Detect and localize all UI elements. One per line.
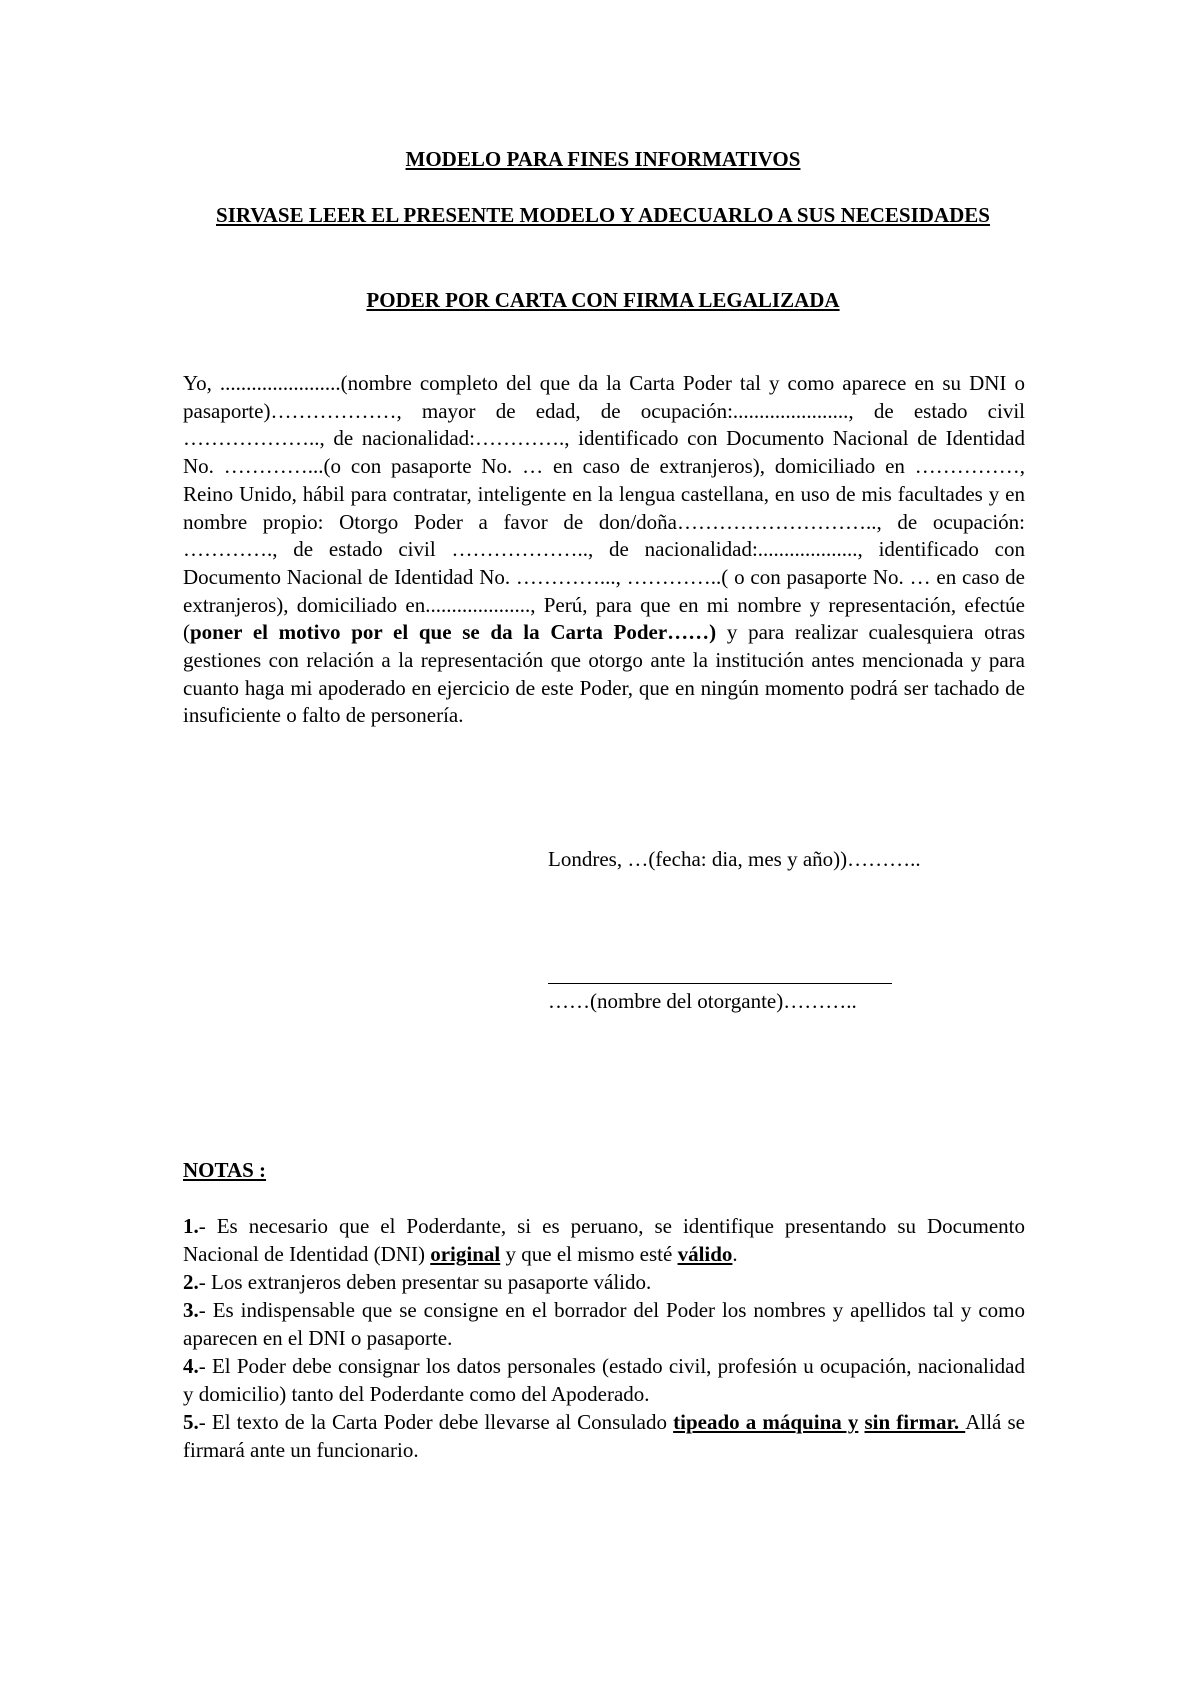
heading-instrucciones: SIRVASE LEER EL PRESENTE MODELO Y ADECUARLO A SUS NECESIDADES <box>216 203 990 227</box>
note-emphasis: tipeado a máquina y <box>673 1410 859 1434</box>
body-text-part-2: y para realizar cualesquiera otras gestiones con relación a la representación que otorgo ante la institución antes mencionada y para cuanto haga mi apoderado en ejercicio de este Poder, que en ningún momento podrá ser tachado de insuficiente o falto de personería. <box>183 620 1025 728</box>
signature-name: ……(nombre del otorgante)……….. <box>548 989 857 1013</box>
notes-list <box>183 1212 1025 1464</box>
note-number: 4. <box>183 1354 199 1378</box>
note-text: y que el mismo esté <box>500 1242 678 1266</box>
body-text-bold-motivo: poner el motivo por el que se da la Carta Poder……) <box>190 620 717 645</box>
note-number: 2. <box>183 1270 199 1294</box>
note-emphasis: original <box>430 1242 501 1266</box>
note-5 <box>183 1408 1025 1464</box>
note-text: - El texto de la Carta Poder debe llevarse al Consulado <box>198 1410 674 1434</box>
note-3 <box>183 1296 1025 1352</box>
heading-informativo: MODELO PARA FINES INFORMATIVOS <box>405 147 801 171</box>
note-text: - Los extranjeros deben presentar su pasaporte válido. <box>198 1270 652 1294</box>
note-text: Allá se firmará ante un funcionario. <box>183 1410 1025 1462</box>
place-date-line: Londres, …(fecha: dia, mes y año))……….. <box>548 847 921 871</box>
note-text: . <box>732 1242 738 1266</box>
note-4 <box>183 1352 1025 1408</box>
signature-line <box>548 983 892 984</box>
note-text: - El Poder debe consignar los datos personales (estado civil, profesión u ocupación, nacionalidad y domicilio) tanto del Poderdante como del Apoderado. <box>183 1354 1025 1406</box>
note-1 <box>183 1212 1025 1268</box>
note-text: - Es necesario que el Poderdante, si es peruano, se identifique presentando su Documento Nacional de Identidad (DNI) <box>183 1214 1025 1266</box>
note-number: 5. <box>183 1410 199 1434</box>
note-text: - Es indispensable que se consigne en el borrador del Poder los nombres y apellidos tal y como aparecen en el DNI o pasaporte. <box>183 1298 1025 1350</box>
note-2 <box>183 1268 1025 1296</box>
note-number: 3. <box>183 1298 199 1322</box>
body-text-part-1: Yo, .......................(nombre completo del que da la Carta Poder tal y como aparece en su DNI o pasaporte)………………, mayor de edad, de ocupación:......................, de estado civil ……………….., de nacionalidad:…………., identificado con Documento Nacional de Identidad No. …………...(o con pasaporte No. … en caso de extranjeros), domiciliado en ……………, Reino Unido, hábil para contratar, inteligente en la lengua castellana, en uso de mis facultades y en nombre propio: Otorgo Poder a favor de don/doña……………………….., de ocupación: …………., de estado civil ……………….., de nacionalidad:..................., identificado con Documento Nacional de Identidad No. …………..., …………..( o con pasaporte No. … en caso de extranjeros), domiciliado en...................., Perú, para que en mi nombre y representación, efectúe ( <box>183 371 1025 645</box>
heading-poder: PODER POR CARTA CON FIRMA LEGALIZADA <box>366 288 840 312</box>
notes-title: NOTAS : <box>183 1158 267 1182</box>
note-emphasis: válido <box>677 1242 733 1266</box>
note-emphasis: sin firmar. <box>864 1410 966 1434</box>
poder-body-paragraph <box>183 370 1025 730</box>
note-number: 1. <box>183 1214 199 1238</box>
